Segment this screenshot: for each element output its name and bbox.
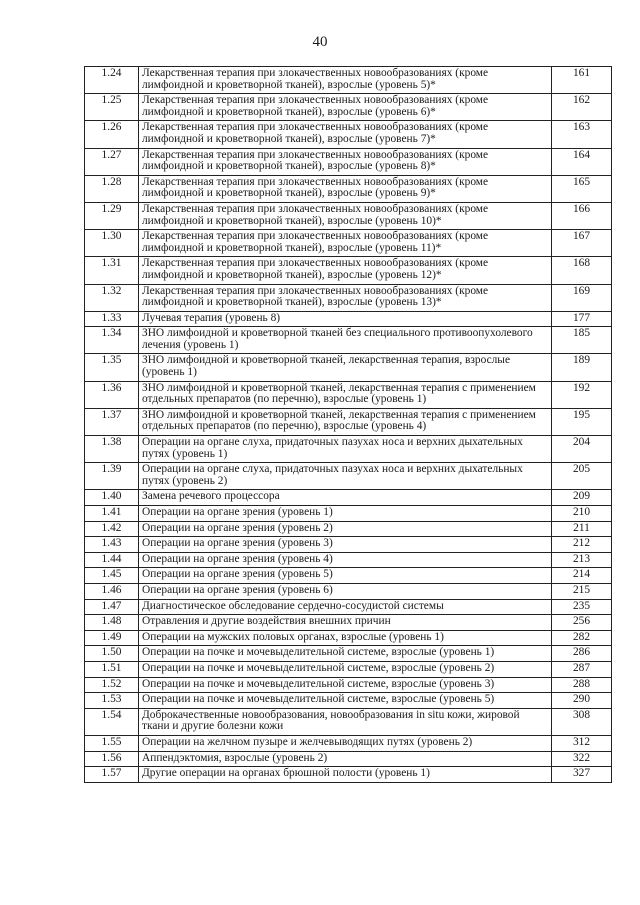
row-name-cell: ЗНО лимфоидной и кроветворной тканей, лекарственная терапия с применением отдельных препаратов (по перечню), взрослые (уровень 1)	[139, 381, 552, 408]
row-number-cell: 1.30	[85, 230, 139, 257]
table-row	[85, 94, 612, 121]
row-name-cell: Лекарственная терапия при злокачественных новообразованиях (кроме лимфоидной и кроветворной тканей), взрослые (уровень 9)*	[139, 175, 552, 202]
table-row	[85, 552, 612, 568]
row-name-cell: Операции на органе зрения (уровень 1)	[139, 506, 552, 522]
row-number-cell: 1.40	[85, 490, 139, 506]
table-row	[85, 284, 612, 311]
row-number-cell: 1.24	[85, 67, 139, 94]
row-number-cell: 1.29	[85, 202, 139, 229]
row-name-cell: Операции на органе зрения (уровень 6)	[139, 583, 552, 599]
row-code-cell: 167	[552, 230, 612, 257]
row-code-cell: 213	[552, 552, 612, 568]
kss-table	[84, 66, 612, 783]
row-number-cell: 1.27	[85, 148, 139, 175]
table-row	[85, 677, 612, 693]
row-number-cell: 1.33	[85, 311, 139, 327]
row-name-cell: Операции на мужских половых органах, взрослые (уровень 1)	[139, 630, 552, 646]
row-number-cell: 1.31	[85, 257, 139, 284]
table-body	[85, 67, 612, 783]
row-code-cell: 312	[552, 735, 612, 751]
table-row	[85, 615, 612, 631]
row-code-cell: 166	[552, 202, 612, 229]
row-number-cell: 1.34	[85, 327, 139, 354]
table-row	[85, 521, 612, 537]
row-name-cell: Операции на почке и мочевыделительной системе, взрослые (уровень 2)	[139, 661, 552, 677]
row-code-cell: 169	[552, 284, 612, 311]
row-number-cell: 1.54	[85, 708, 139, 735]
row-name-cell: ЗНО лимфоидной и кроветворной тканей, лекарственная терапия, взрослые (уровень 1)	[139, 354, 552, 381]
row-number-cell: 1.50	[85, 646, 139, 662]
table-row	[85, 354, 612, 381]
row-code-cell: 286	[552, 646, 612, 662]
row-name-cell: Лекарственная терапия при злокачественных новообразованиях (кроме лимфоидной и кроветворной тканей), взрослые (уровень 8)*	[139, 148, 552, 175]
row-code-cell: 210	[552, 506, 612, 522]
table-row	[85, 568, 612, 584]
row-code-cell: 322	[552, 751, 612, 767]
table-row	[85, 708, 612, 735]
row-number-cell: 1.25	[85, 94, 139, 121]
row-number-cell: 1.28	[85, 175, 139, 202]
row-number-cell: 1.42	[85, 521, 139, 537]
row-name-cell: Операции на желчном пузыре и желчевыводящих путях (уровень 2)	[139, 735, 552, 751]
row-number-cell: 1.57	[85, 767, 139, 783]
table-row	[85, 327, 612, 354]
row-code-cell: 195	[552, 408, 612, 435]
row-number-cell: 1.52	[85, 677, 139, 693]
row-name-cell: Отравления и другие воздействия внешних причин	[139, 615, 552, 631]
row-code-cell: 204	[552, 436, 612, 463]
table-row	[85, 751, 612, 767]
table-row	[85, 311, 612, 327]
row-number-cell: 1.43	[85, 537, 139, 553]
row-code-cell: 162	[552, 94, 612, 121]
row-code-cell: 308	[552, 708, 612, 735]
row-code-cell: 205	[552, 463, 612, 490]
row-name-cell: Лучевая терапия (уровень 8)	[139, 311, 552, 327]
row-name-cell: Операции на почке и мочевыделительной системе, взрослые (уровень 3)	[139, 677, 552, 693]
row-number-cell: 1.51	[85, 661, 139, 677]
table-row	[85, 230, 612, 257]
row-name-cell: Операции на почке и мочевыделительной системе, взрослые (уровень 1)	[139, 646, 552, 662]
table-row	[85, 599, 612, 615]
row-name-cell: Лекарственная терапия при злокачественных новообразованиях (кроме лимфоидной и кроветворной тканей), взрослые (уровень 13)*	[139, 284, 552, 311]
row-name-cell: Лекарственная терапия при злокачественных новообразованиях (кроме лимфоидной и кроветворной тканей), взрослые (уровень 11)*	[139, 230, 552, 257]
row-code-cell: 165	[552, 175, 612, 202]
row-number-cell: 1.38	[85, 436, 139, 463]
page-number: 40	[312, 34, 328, 50]
row-code-cell: 189	[552, 354, 612, 381]
row-name-cell: Аппендэктомия, взрослые (уровень 2)	[139, 751, 552, 767]
row-number-cell: 1.45	[85, 568, 139, 584]
row-code-cell: 327	[552, 767, 612, 783]
table-row	[85, 121, 612, 148]
table-row	[85, 767, 612, 783]
table-row	[85, 202, 612, 229]
row-name-cell: ЗНО лимфоидной и кроветворной тканей без специального противоопухолевого лечения (уровень 1)	[139, 327, 552, 354]
table-row	[85, 693, 612, 709]
row-name-cell: Доброкачественные новообразования, новообразования in situ кожи, жировой ткани и другие болезни кожи	[139, 708, 552, 735]
table-row	[85, 175, 612, 202]
row-number-cell: 1.46	[85, 583, 139, 599]
row-code-cell: 212	[552, 537, 612, 553]
row-code-cell: 168	[552, 257, 612, 284]
table-row	[85, 436, 612, 463]
row-number-cell: 1.37	[85, 408, 139, 435]
row-code-cell: 214	[552, 568, 612, 584]
row-name-cell: Операции на органе слуха, придаточных пазухах носа и верхних дыхательных путях (уровень 2)	[139, 463, 552, 490]
row-code-cell: 287	[552, 661, 612, 677]
row-code-cell: 235	[552, 599, 612, 615]
row-number-cell: 1.26	[85, 121, 139, 148]
table-row	[85, 408, 612, 435]
row-number-cell: 1.32	[85, 284, 139, 311]
row-code-cell: 192	[552, 381, 612, 408]
row-name-cell: Лекарственная терапия при злокачественных новообразованиях (кроме лимфоидной и кроветворной тканей), взрослые (уровень 7)*	[139, 121, 552, 148]
row-number-cell: 1.55	[85, 735, 139, 751]
row-code-cell: 211	[552, 521, 612, 537]
row-name-cell: Замена речевого процессора	[139, 490, 552, 506]
row-name-cell: Другие операции на органах брюшной полости (уровень 1)	[139, 767, 552, 783]
row-number-cell: 1.39	[85, 463, 139, 490]
row-code-cell: 177	[552, 311, 612, 327]
row-code-cell: 215	[552, 583, 612, 599]
row-code-cell: 256	[552, 615, 612, 631]
row-name-cell: ЗНО лимфоидной и кроветворной тканей, лекарственная терапия с применением отдельных препаратов (по перечню), взрослые (уровень 4)	[139, 408, 552, 435]
row-number-cell: 1.48	[85, 615, 139, 631]
table-row	[85, 630, 612, 646]
row-code-cell: 288	[552, 677, 612, 693]
row-code-cell: 185	[552, 327, 612, 354]
table-row	[85, 381, 612, 408]
table-row	[85, 661, 612, 677]
row-name-cell: Лекарственная терапия при злокачественных новообразованиях (кроме лимфоидной и кроветворной тканей), взрослые (уровень 6)*	[139, 94, 552, 121]
row-name-cell: Операции на почке и мочевыделительной системе, взрослые (уровень 5)	[139, 693, 552, 709]
table-row	[85, 490, 612, 506]
row-code-cell: 282	[552, 630, 612, 646]
row-name-cell: Операции на органе зрения (уровень 4)	[139, 552, 552, 568]
row-number-cell: 1.44	[85, 552, 139, 568]
table-row	[85, 148, 612, 175]
table-row	[85, 537, 612, 553]
row-code-cell: 290	[552, 693, 612, 709]
row-name-cell: Лекарственная терапия при злокачественных новообразованиях (кроме лимфоидной и кроветворной тканей), взрослые (уровень 10)*	[139, 202, 552, 229]
row-code-cell: 161	[552, 67, 612, 94]
row-name-cell: Операции на органе зрения (уровень 3)	[139, 537, 552, 553]
row-name-cell: Лекарственная терапия при злокачественных новообразованиях (кроме лимфоидной и кроветворной тканей), взрослые (уровень 12)*	[139, 257, 552, 284]
table-row	[85, 257, 612, 284]
row-code-cell: 163	[552, 121, 612, 148]
row-name-cell: Операции на органе слуха, придаточных пазухах носа и верхних дыхательных путях (уровень 1)	[139, 436, 552, 463]
table-row	[85, 506, 612, 522]
row-name-cell: Диагностическое обследование сердечно-сосудистой системы	[139, 599, 552, 615]
row-number-cell: 1.41	[85, 506, 139, 522]
row-number-cell: 1.49	[85, 630, 139, 646]
row-number-cell: 1.35	[85, 354, 139, 381]
row-number-cell: 1.56	[85, 751, 139, 767]
row-name-cell: Лекарственная терапия при злокачественных новообразованиях (кроме лимфоидной и кроветворной тканей), взрослые (уровень 5)*	[139, 67, 552, 94]
table-row	[85, 735, 612, 751]
table-row	[85, 463, 612, 490]
row-code-cell: 164	[552, 148, 612, 175]
row-number-cell: 1.36	[85, 381, 139, 408]
table-row	[85, 583, 612, 599]
row-name-cell: Операции на органе зрения (уровень 2)	[139, 521, 552, 537]
table-row	[85, 67, 612, 94]
row-name-cell: Операции на органе зрения (уровень 5)	[139, 568, 552, 584]
row-number-cell: 1.47	[85, 599, 139, 615]
row-number-cell: 1.53	[85, 693, 139, 709]
table-row	[85, 646, 612, 662]
row-code-cell: 209	[552, 490, 612, 506]
